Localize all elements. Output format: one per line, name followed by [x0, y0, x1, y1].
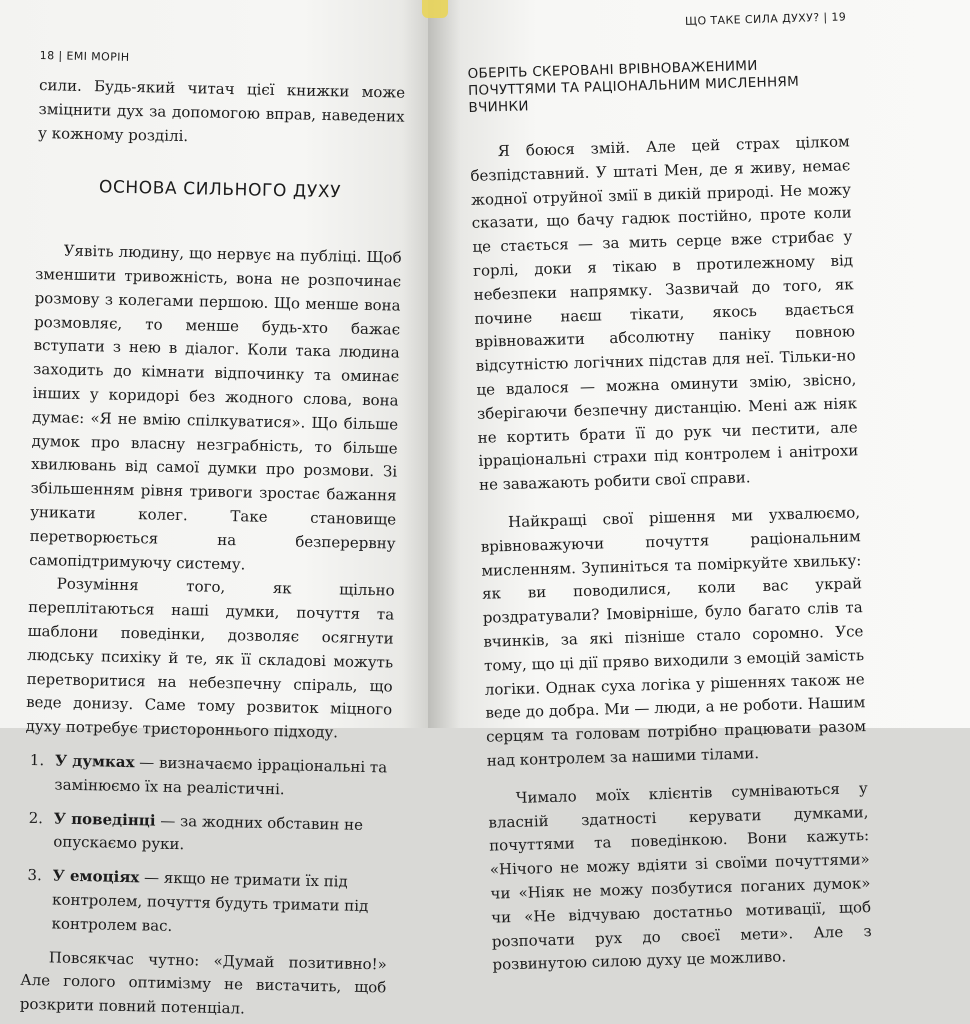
list-item-text: — за жодних обставин не опускаємо руки.: [53, 811, 364, 854]
list-item: [45, 864, 388, 943]
paragraph: Розуміння того, як щільно переплітаються наші думки, почуття та шаблони поведінки, дозволяє осягнути людську психіку й те, як її складові можуть перетворитися на небезпечну спіраль, що веде донизу. Саме тому розвиток міцного духу потребує тристороннього підходу.: [25, 574, 395, 742]
list-item-term: У думках: [54, 751, 135, 772]
list-item: [48, 749, 391, 804]
paragraph: Я боюся змій. Але цей страх цілком безпідставний. У штаті Мен, де я живу, немає жодної отруйної змії в дикій природі. Не можу сказати, що бачу гадюк постійно, проте коли це стається — за мить серце вже стрибає у горлі, доки я тікаю в протилежному від небезпеки напрямку. Зазвичай до того, як почине наєш тікати, якось вдається врівноважити абсолютну паніку повною відсутністю логічних підстав для неї. Тільки-но це вдалося — можна оминути змію, звісно, зберігаючи безпечну дистанцію. Мені аж ніяк не кортить брати її до рук чи пестити, але ірраціональні страхи під контролем і анітрохи не заважають робити свої справи.: [470, 132, 859, 494]
intro-paragraph: сили. Будь-який читач цієї книжки може зміцнити дух за допомогою вправ, наведених у кожному розділі.: [37, 75, 406, 145]
left-page-header: 18 | ЕМІ МОРІН: [39, 48, 130, 64]
left-page: [0, 0, 432, 1018]
paragraph: Найкращі свої рішення ми ухвалюємо, врівноважуючи почуття раціональним мисленням. Зупиніться та поміркуйте хвильку: як ви поводилися, коли вас украй роздратували? Імовірніше, було багато слів та вчинків, за які пізніше стало соромно. Усе тому, що ці дії пряво виходили з емоцій замість логіки. Однак суха логіка у рішеннях також не веде до добра. Ми — люди, а не роботи. Нашим серцям та головам потрібно працювати разом над контролем за нашими тілами.: [480, 503, 867, 770]
bookmark-ribbon: [422, 0, 448, 18]
list-item-term: У емоціях: [52, 866, 140, 887]
approach-list: [21, 749, 391, 943]
list-item-text: — якщо не тримати їх під контролем, почуття будуть тримати під контролем вас.: [51, 868, 369, 935]
paragraph: Уявіть людину, що нервує на публіці. Щоб зменшити тривожність, вона не розпочинає розмову з колегами першою. Що менше вона розмовляє, то менше будь-хто бажає вступати з нею в діалог. Коли така людина заходить до кімнати відпочинку та оминає інших у коридорі без жодного слова, вона думає: «Я не вмію спілкуватися». Що більше думок про власну незграбність, то більше хвилювань від самої думки про розмови. Зі збільшенням рівня тривоги зростає бажання уникати колег. Таке становище перетворюється на безперервну самопідтримуючу систему.: [29, 241, 402, 573]
section-heading: ОСНОВА СИЛЬНОГО ДУХУ: [98, 177, 342, 203]
list-item: [47, 807, 390, 862]
section-subheading: ОБЕРІТЬ СКЕРОВАНІ ВРІВНОВАЖЕНИМИ ПОЧУТТЯМИ ТА РАЦІОНАЛЬНИМ МИСЛЕННЯМ ВЧИНКИ: [467, 57, 800, 116]
right-page-text: [466, 5, 873, 977]
paragraph: Чимало моїх клієнтів сумніваються у власній здатності керувати думками, почуттями та поведінкою. Вони кажуть: «Нічого не можу вдіяти зі своїми почуттями» чи «Ніяк не можу позбутися поганих думок» чи «Не відчуваю достатньо мотивації, щоб розпочати рух до своєї мети». Але з розвинутою силою духу це можливо.: [488, 778, 872, 974]
list-item-term: У поведінці: [53, 808, 156, 830]
paragraph: Повсякчас чутно: «Думай позитивно!» Але голого оптимізму не вистачить, щоб розкрити повний потенціал.: [19, 947, 387, 1018]
right-page-header: ЩО ТАКЕ СИЛА ДУХУ? | 19: [684, 10, 847, 28]
left-page-text: [20, 44, 406, 1024]
list-item-text: — визначаємо ірраціональні та замінюємо їх на реалістичні.: [54, 753, 388, 799]
